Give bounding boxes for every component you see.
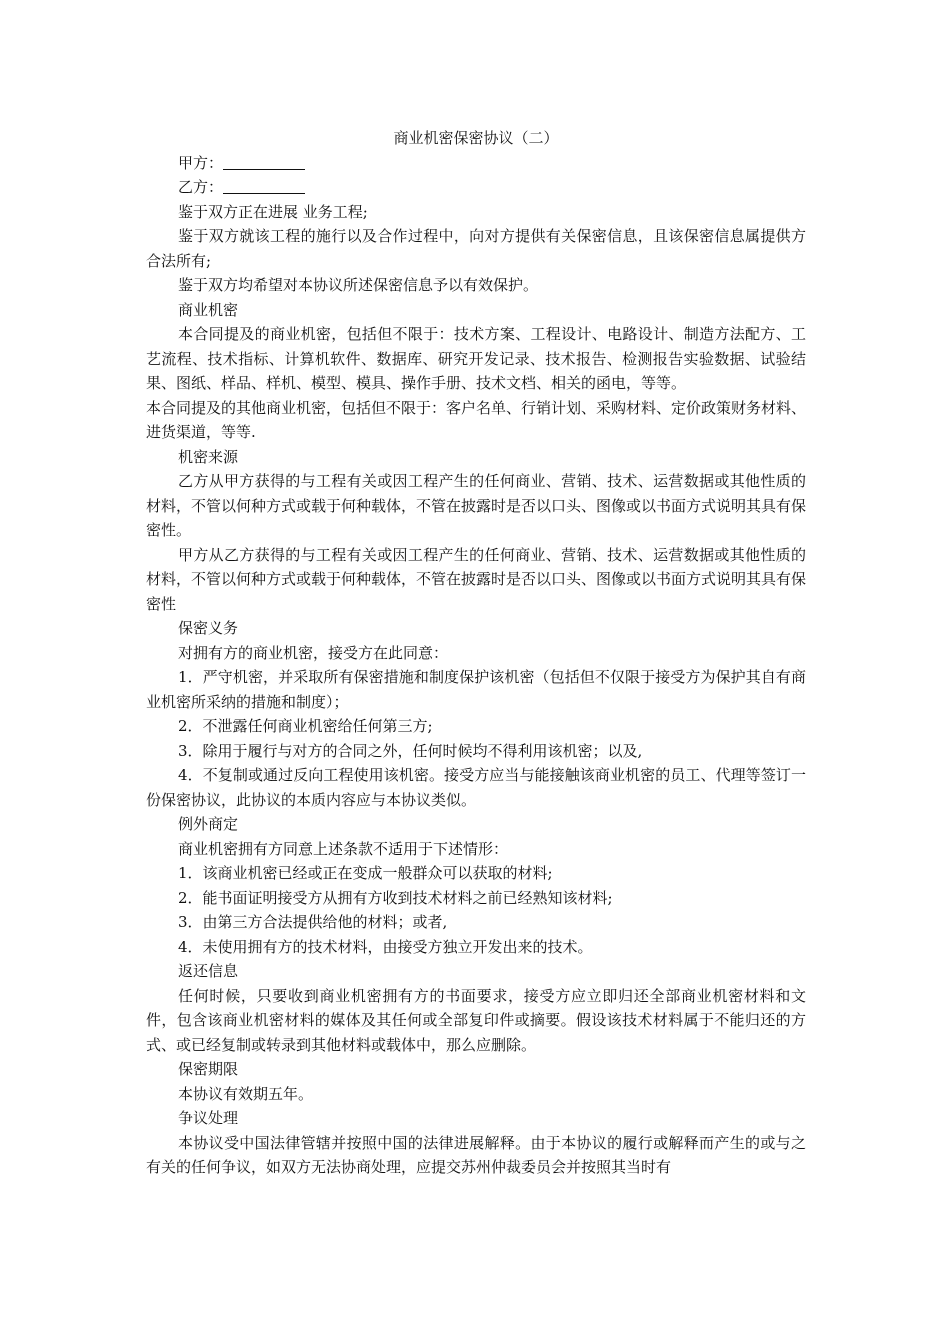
trade-secret-paragraph-2: 本合同提及的其他商业机密，包括但不限于：客户名单、行销计划、采购材料、定价政策财务材料、进货渠道，等等. [146, 398, 807, 441]
section-heading-obligations: 保密义务 [178, 619, 239, 637]
party-b-blank [223, 179, 305, 194]
exceptions-intro: 商业机密拥有方同意上述条款不适用于下述情形： [178, 839, 509, 858]
exception-item-2: 2．能书面证明接受方从拥有方收到技术材料之前已经熟知该材料; [178, 888, 613, 907]
party-a-label: 甲方： [178, 153, 224, 172]
section-heading-source: 机密来源 [178, 447, 239, 466]
recital-2: 鉴于双方就该工程的施行以及合作过程中，向对方提供有关保密信息，且该保密信息属提供方合法所有; [146, 227, 806, 270]
obligation-item-4: 4．不复制或通过反向工程使用该机密。接受方应当与能接触该商业机密的员工、代理等签订一份保密协议，此协议的本质内容应与本协议类似。 [146, 766, 806, 809]
obligation-item-1: 1．严守机密，并采取所有保密措施和制度保护该机密（包括但不仅限于接受方为保护其自有商业机密所采纳的措施和制度）； [146, 668, 806, 711]
party-b-line [146, 175, 806, 200]
return-info-paragraph: 任何时候，只要收到商业机密拥有方的书面要求，接受方应立即归还全部商业机密材料和文件，包含该商业机密材料的媒体及其任何或全部复印件或摘要。假设该技术材料属于不能归还的方式、或已经复制或转录到其他材料或载体中，那么应删除。 [146, 986, 806, 1054]
obligations-intro: 对拥有方的商业机密，接受方在此同意： [178, 643, 449, 662]
section-heading-exceptions: 例外商定 [178, 815, 239, 833]
trade-secret-paragraph-1: 本合同提及的商业机密，包括但不限于：技术方案、工程设计、电路设计、制造方法配方、工艺流程、技术指标、计算机软件、数据库、研究开发记录、技术报告、检测报告实验数据、试验结果、图纸、样品、样机、模型、模具、操作手册、技术文档、相关的函电，等等。 [146, 325, 806, 392]
obligation-item-2: 2．不泄露任何商业机密给任何第三方; [178, 717, 433, 735]
exception-item-3: 3．由第三方合法提供给他的材料；或者, [178, 913, 448, 931]
section-heading-return-info: 返还信息 [178, 962, 239, 980]
section-heading-trade-secret: 商业机密 [178, 300, 239, 319]
document-page [146, 126, 806, 1180]
document-title: 商业机密保密协议（二） [393, 129, 559, 147]
source-paragraph-2: 甲方从乙方获得的与工程有关或因工程产生的任何商业、营销、技术、运营数据或其他性质的材料，不管以何种方式或载于何种载体，不管在披露时是否以口头、图像或以书面方式说明其具有保密性 [146, 545, 807, 613]
section-heading-disputes: 争议处理 [178, 1109, 239, 1127]
party-a-blank [223, 155, 305, 170]
party-b-label: 乙方： [178, 178, 224, 196]
source-paragraph-1: 乙方从甲方获得的与工程有关或因工程产生的任何商业、营销、技术、运营数据或其他性质的材料，不管以何种方式或载于何种载体，不管在披露时是否以口头、图像或以书面方式说明其具有保密性。 [146, 472, 807, 539]
obligation-item-3: 3．除用于履行与对方的合同之外，任何时候均不得利用该机密；以及, [178, 741, 643, 760]
party-a-line [146, 151, 806, 176]
disputes-paragraph: 本协议受中国法律管辖并按照中国的法律进展解释。由于本协议的履行或解释而产生的或与之有关的任何争议，如双方无法协商处理，应提交苏州仲裁委员会并按照其当时有 [146, 1133, 806, 1176]
exception-item-4: 4．未使用拥有方的技术材料，由接受方独立开发出来的技术。 [178, 937, 593, 956]
term-paragraph: 本协议有效期五年。 [178, 1084, 314, 1103]
recital-3: 鉴于双方均希望对本协议所述保密信息予以有效保护。 [178, 276, 539, 294]
exception-item-1: 1．该商业机密已经或正在变成一般群众可以获取的材料; [178, 864, 553, 882]
section-heading-term: 保密期限 [178, 1060, 239, 1078]
recital-1: 鉴于双方正在进展 业务工程; [178, 202, 368, 221]
